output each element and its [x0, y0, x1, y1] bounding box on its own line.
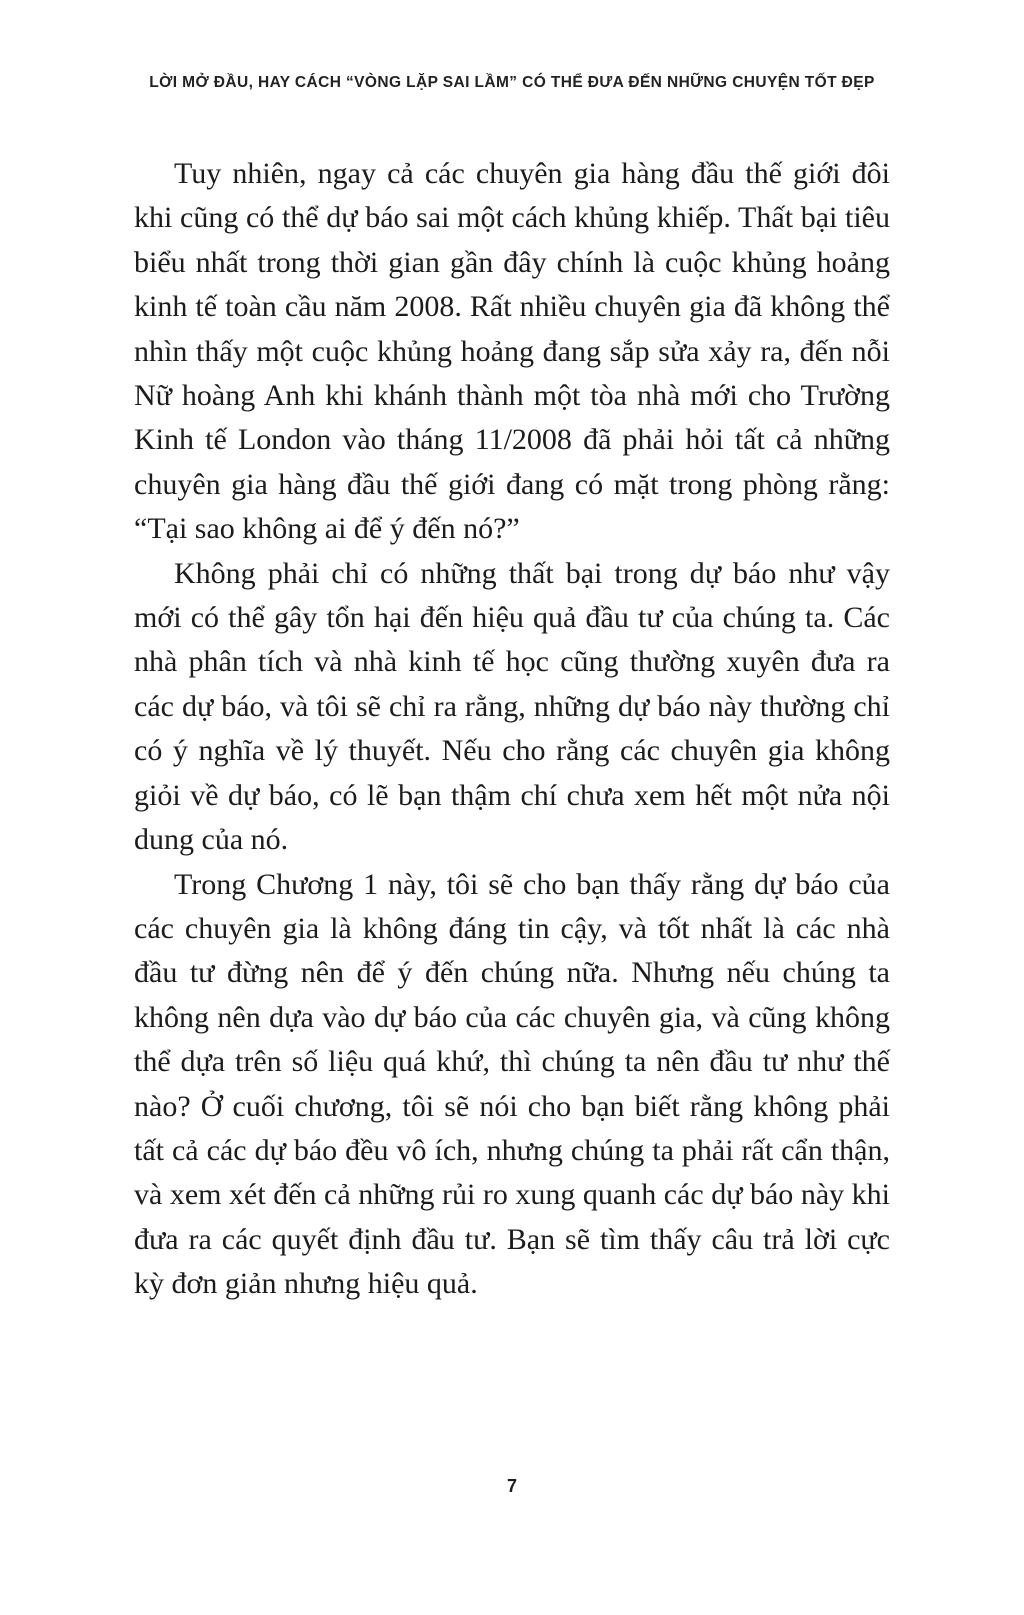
- page-number: 7: [506, 1476, 517, 1496]
- running-header: LỜI MỞ ĐẦU, HAY CÁCH “VÒNG LẶP SAI LẦM” CÓ THỂ ĐƯA ĐẾN NHỮNG CHUYỆN TỐT ĐẸP: [149, 74, 875, 91]
- page-content: [134, 152, 890, 1307]
- paragraph: Trong Chương 1 này, tôi sẽ cho bạn thấy rằng dự báo của các chuyên gia là không đáng tin cậy, và tốt nhất là các nhà đầu tư đừng nên để ý đến chúng nữa. Nhưng nếu chúng ta không nên dựa vào dự báo của các chuyên gia, và cũng không thể dựa trên số liệu quá khứ, thì chúng ta nên đầu tư như thế nào? Ở cuối chương, tôi sẽ nói cho bạn biết rằng không phải tất cả các dự báo đều vô ích, nhưng chúng ta phải rất cẩn thận, và xem xét đến cả những rủi ro xung quanh các dự báo này khi đưa ra các quyết định đầu tư. Bạn sẽ tìm thấy câu trả lời cực kỳ đơn giản nhưng hiệu quả.: [134, 867, 890, 1301]
- paragraph: Không phải chỉ có những thất bại trong dự báo như vậy mới có thể gây tổn hại đến hiệu quả đầu tư của chúng ta. Các nhà phân tích và nhà kinh tế học cũng thường xuyên đưa ra các dự báo, và tôi sẽ chỉ ra rằng, những dự báo này thường chỉ có ý nghĩa về lý thuyết. Nếu cho rằng các chuyên gia không giỏi về dự báo, có lẽ bạn thậm chí chưa xem hết một nửa nội dung của nó.: [134, 556, 890, 857]
- paragraph: Tuy nhiên, ngay cả các chuyên gia hàng đầu thế giới đôi khi cũng có thể dự báo sai một cách khủng khiếp. Thất bại tiêu biểu nhất trong thời gian gần đây chính là cuộc khủng hoảng kinh tế toàn cầu năm 2008. Rất nhiều chuyên gia đã không thể nhìn thấy một cuộc khủng hoảng đang sắp sửa xảy ra, đến nỗi Nữ hoàng Anh khi khánh thành một tòa nhà mới cho Trường Kinh tế London vào tháng 11/2008 đã phải hỏi tất cả những chuyên gia hàng đầu thế giới đang có mặt trong phòng rằng: “Tại sao không ai để ý đến nó?”: [134, 157, 890, 546]
